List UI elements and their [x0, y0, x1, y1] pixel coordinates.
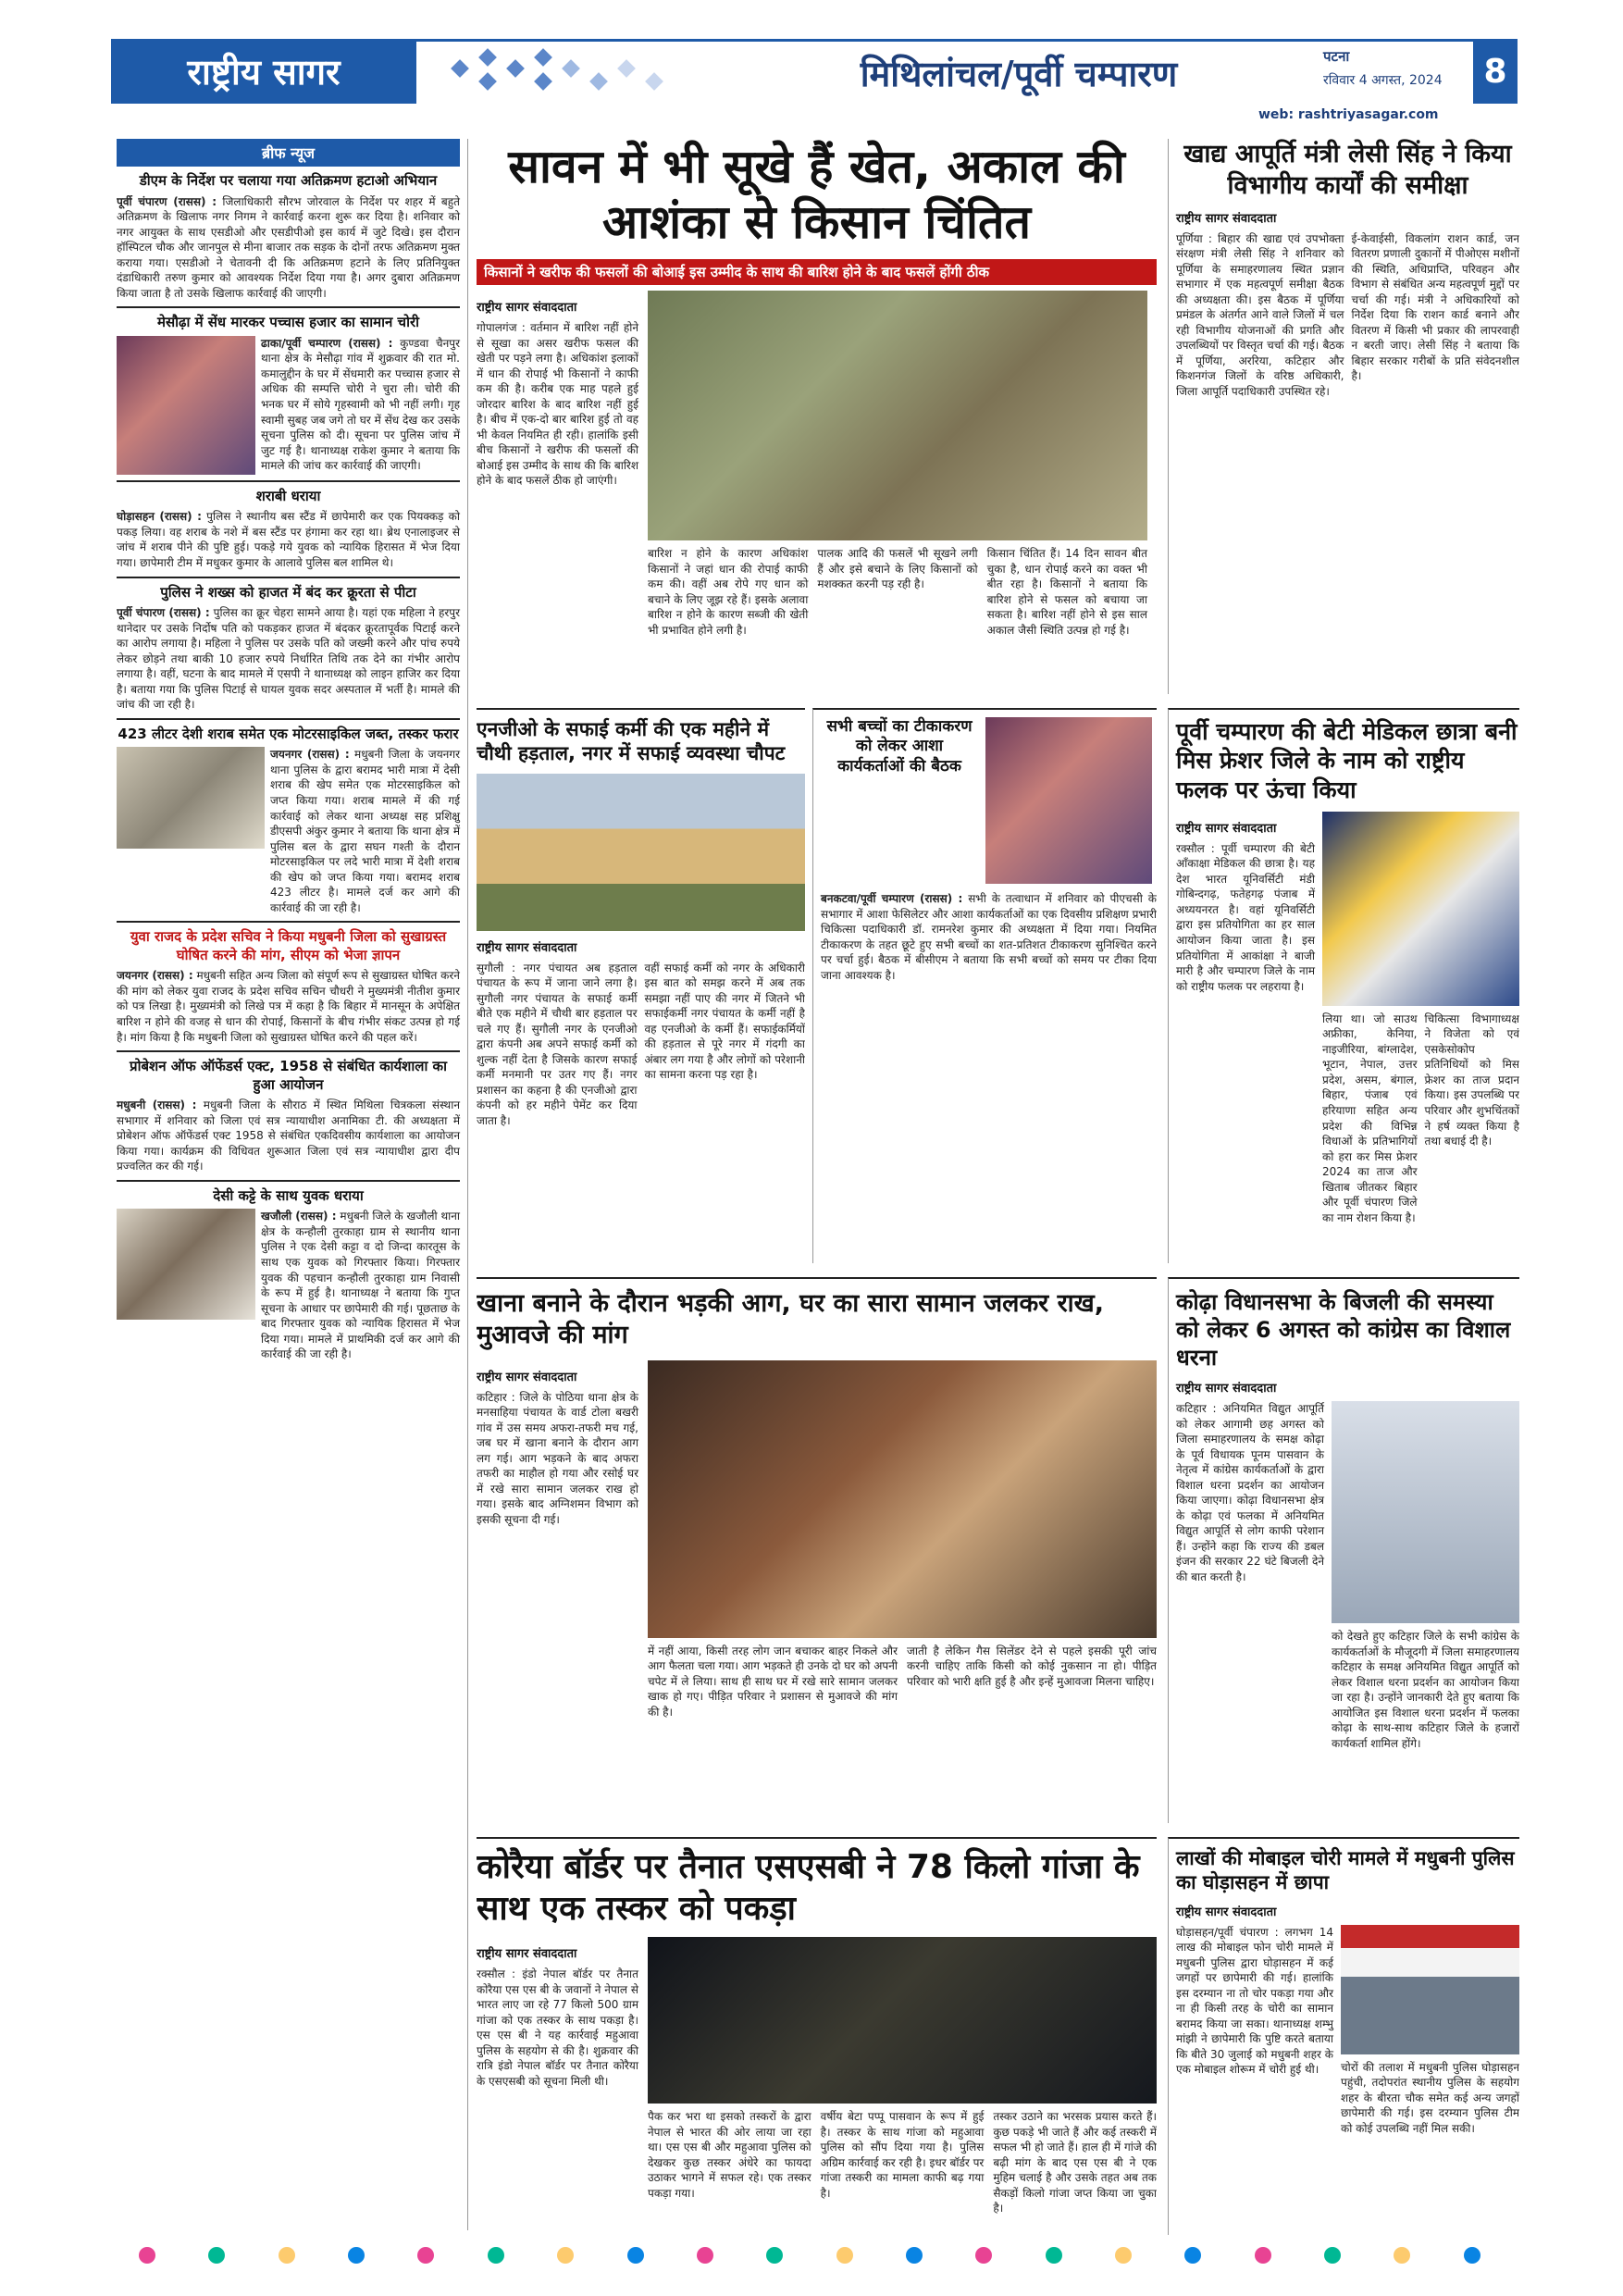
mobile-headline: लाखों की मोबाइल चोरी मामले में मधुबनी पुलिस का घोड़ासहन में छापा	[1176, 1847, 1515, 1894]
article-body: तस्कर उठाने का भरसक प्रयास करते हैं। कुछ पकड़े भी जाते हैं और कई तस्करी में सफल भी हो जाते हैं। हाल ही में गांजे की बढ़ी मांग के बाद एस एस बी ने एक मुहिम चलाई है और उसके तहत अब तक सैकड़ों किलो गांजा जप्त किया जा चुका है।	[993, 2110, 1157, 2215]
ganja-headline: कोरैया बॉर्डर पर तैनात एसएसबी ने 78 किलो गांजा के साथ एक तस्कर को पकड़ा	[477, 1848, 1140, 1928]
lead-subheadline: किसानों ने खरीफ की फसलों की बोआई इस उम्मीद के साथ की बारिश होने के बाद फसलें होंगी ठीक	[477, 259, 1157, 285]
brief-title: प्रोबेशन ऑफ ऑफेंडर्स एक्ट, 1958 से संबंधित कार्यशाला का हुआ आयोजन	[130, 1058, 447, 1093]
brief-news-column	[117, 139, 468, 2230]
article-body: चिकित्सा विभागाध्यक्ष ने विजेता को एवं एसकेसोकोप प्रतिनिधियों को मिस फ्रेशर का ताज प्रदान किया। इस उपलब्धि पर परिवार और शुभचिंतकों ने हर्ष व्यक्त किया है तथा बधाई दी है।	[1424, 1011, 1519, 1148]
article-body: लिया था। जो साउथ अफ्रीका, केनिया, नाइजीरिया, बांग्लादेश, भूटान, नेपाल, उत्तर प्रदेश, असम, बंगाल, बिहार, पंजाब एवं हरियाणा सहित अन्य प्रदेश की विभिन्न विधाओं के प्रतिभागियों को हरा कर मिस फ्रेशर 2024 का ताज और खिताब जीतकर बिहार और पूर्वी चंपारण जिले का नाम रोशन किया है।	[1322, 1011, 1418, 1224]
brief-title: देसी कट्टे के साथ युवक धराया	[213, 1186, 364, 1204]
article-body: रक्सौल : पूर्वी चम्पारण की बेटी आँकाक्षा मेडिकल की छात्रा है। यह देश भारत यूनिवर्सिटी मंडी गोबिन्दगढ़, फतेहगढ़ पंजाब में अध्ययनरत है। वहां यूनिवर्सिटी द्वारा इस प्रतियोगिता का हर साल आयोजन किया जाता है। इस प्रतियोगिता में आकांक्षा ने बाजी मारी है और चम्पारण जिले के नाम को राष्ट्रीय फलक पर लहराया है।	[1176, 841, 1315, 993]
website-link[interactable]: web: rashtriyasagar.com	[1258, 107, 1439, 122]
lesi-story	[1168, 139, 1519, 694]
article-body: पालक आदि की फसलें भी सूखने लगी हैं और इसे बचाने के लिए किसानों को मशक्कत करनी पड़ रही है।	[817, 547, 978, 591]
brief-body: मधुबनी जिला के सौराठ में स्थित मिथिला चित्रकला संस्थान सभागार में शनिवार को जिला एवं सत्र न्यायाधीश अनामिका टी. की अध्यक्षता में प्रोबेशन ऑफ ऑफेंडर्स एक्ट 1958 से संबंधित एकदिवसीय कार्यशाला का आयोजन किया गया। कार्यक्रम की विधिवत शुरूआत जिला एवं सत्र न्यायाधीश द्वारा दीप प्रज्वलित कर की गई।	[117, 1098, 460, 1173]
sanitation-headline: एनजीओ के सफाई कर्मी की एक महीने में चौथी हड़ताल, नगर में सफाई व्यवस्था चौपट	[477, 718, 786, 765]
ssb-seizure-photo	[648, 1937, 1157, 2104]
brief-item	[117, 726, 460, 916]
brief-item	[117, 488, 460, 571]
brief-body: कुण्डवा चैनपुर थाना क्षेत्र के मेसौढ़ा गांव में शुक्रवार की रात मो. कमालुद्दीन के घर में सेंधमारी कर पच्चास हजार से अधिक की सम्पत्ति चोरी ने चुरा ली। चोरी की भनक घर में सोये गृहस्वामी को भी नहीं लगी। गृह स्वामी सुबह जब जगे तो घर में सेंध देख कर उसके सूचना पुलिस को दी। सूचना पर पुलिस जांच में जुट गई है। थानाध्यक्ष राकेश कुमार ने बताया कि मामले की जांच कर कार्रवाई की जाएगी।	[261, 336, 460, 473]
mobile-theft-story	[1168, 1837, 1519, 2235]
header-decoration	[416, 39, 722, 104]
fire-story	[477, 1277, 1157, 1823]
brief-title: डीएम के निर्देश पर चलाया गया अतिक्रमण हटाओ अभियान	[139, 172, 438, 189]
footer-color-dots	[139, 2247, 1481, 2267]
brief-body: जिलाधिकारी सौरभ जोरवाल के निर्देश पर शहर में बहुते अतिक्रमण के खिलाफ नगर निगम ने कार्रवाई करना शुरू कर दिया है। शनिवार को नगर आयुक्त के साथ एसडीओ और एसडीपीओ इस कार्य में जुटे दिखे। इस दौरान हॉस्पिटल चौक और जानपुल से मीना बाजार तक सड़क के दोनों तरफ अतिक्रमण मुक्त कराया गया। एसडीओ ने चेतावनी दी कि अतिक्रमण हटाने के लिए प्रतिनियुक्त दंडाधिकारी तरुण कुमार को आवश्यक निर्देश दिया गया है। अगर दुबारा अतिक्रमण किया जाता है तो उसके खिलाफ कार्रवाई की जाएगी।	[117, 194, 460, 300]
brief-title: शराबी धराया	[255, 487, 321, 504]
congress-story	[1168, 1277, 1519, 1823]
dateline: जयनगर (रासस) :	[270, 748, 350, 762]
news-photo	[117, 336, 255, 475]
miss-fresher-story	[1168, 708, 1519, 1263]
congress-headline: कोढ़ा विधानसभा के बिजली की समस्या को लेकर 6 अगस्त को कांग्रेस का विशाल धरना	[1176, 1289, 1511, 1371]
leaders-photo	[1332, 1401, 1519, 1623]
page-number: 8	[1473, 39, 1518, 104]
byline: राष्ट्रीय सागर संवाददाता	[1176, 1905, 1277, 1919]
article-body: को देखते हुए कटिहार जिले के सभी कांग्रेस के कार्यकर्ताओं के मौजूदगी में जिला समाहरणालय कटिहार के समक्ष अनियमित विद्युत आपूर्ति को लेकर विशाल धरना प्रदर्शन का आयोजन किया जा रहा है। उन्होंने जानकारी देते हुए बताया कि आयोजित इस विशाल धरना प्रदर्शन में फलका कोढ़ा के साथ-साथ कटिहार जिले के हजारों कार्यकर्ता शामिल होंगे।	[1332, 1630, 1519, 1750]
sanitation-story	[477, 708, 805, 1263]
byline: राष्ट्रीय सागर संवाददाता	[1176, 211, 1277, 226]
miss-fresher-headline: पूर्वी चम्पारण की बेटी मेडिकल छात्रा बनी मिस फ्रेशर जिले के नाम को राष्ट्रीय फलक पर ऊंचा किया	[1176, 718, 1518, 803]
ganja-story	[477, 1837, 1157, 2235]
article-body: कटिहार : जिले के पोठिया थाना क्षेत्र के मनसाहिया पंचायत के वार्ड टोला बखरी गांव में उस समय अफरा-तफरी मच गई, जब घर में खाना बनाने के दौरान आग लग गई। आग भड़कने के बाद अफरा तफरी का माहौल हो गया और रसोई घर में रखे सारा सामान जलकर राख हो गया। इसके बाद अग्निशमन विभाग को इसकी सूचना दी गई।	[477, 1390, 638, 1526]
brief-title: युवा राजद के प्रदेश सचिव ने किया मधुबनी जिला को सुखाग्रस्त घोषित करने की मांग, सीएम को भेजा ज्ञापन	[130, 928, 447, 963]
article-body: सुगौली : नगर पंचायत अब हड़ताल पंचायत के रूप में जाना जाने लगा है। सुगौली नगर पंचायत के सफाई कर्मी बीते एक महीने में चौथी बार हड़ताल पर चले गए हैं। सुगौली नगर के एनजीओ द्वारा कंपनी अब अपने सफाई कर्मी को शुल्क नहीं देता है जिसके कारण सफाई कर्मी मनमानी पर उतर गए हैं। नगर प्रशासन का कहना है की एनजीओ द्वारा कंपनी को हर महीने पेमेंट कर दिया जाता है।	[477, 961, 638, 1127]
brief-news-header: ब्रीफ न्यूज	[117, 139, 460, 167]
brief-body: मधुबनी सहित अन्य जिला को संपूर्ण रूप से सुखाग्रस्त घोषित करने की मांग को लेकर युवा राजद के प्रदेश सचिव सचिन चौधरी ने मुख्यमंत्री नीतीश कुमार को पत्र लिखा है। मुख्यमंत्री को लिखे पत्र में कहा है कि बिहार में मानसून के अपेक्षित बारिश न होने की वजह से धान की रोपाई, किसानों के बीच गंभीर संकट उत्पन्न हो गई है। मांग किया है कि मधुबनी जिला को सुखाग्रस्त घोषित करने की पहल करें।	[117, 969, 460, 1044]
asha-headline: सभी बच्चों का टीकाकरण को लेकर आशा कार्यकर्ताओं की बैठक	[826, 717, 973, 776]
news-photo	[117, 747, 265, 849]
article-body: बारिश न होने के कारण अधिकांश किसानों ने जहां धान की रोपाई काफी कम की। वहीं अब रोपे गए धान को बचाने के लिए जूझ रहे हैं। इसके अलावा बारिश न होने के कारण सब्जी की खेती भी प्रभावित होने लगी है।	[648, 547, 809, 637]
burnt-house-photo	[648, 1360, 1157, 1638]
dateline: बनकटवा/पूर्वी चम्पारण (रासस) :	[821, 892, 963, 905]
article-body: घोड़ासहन/पूर्वी चंपारण : लगभग 14 लाख की मोबाइल फोन चोरी मामले में मधुबनी पुलिस द्वारा घोड़ासहन में कई जगहों पर छापेमारी की गई। हालांकि इस दरम्यान ना तो चोर पकड़ा गया और ना ही किसी तरह के चोरी का सामान बरामद किया जा सका। थानाध्यक्ष शम्भु मांझी ने छापेमारी कि पुष्टि करते बताया कि बीते 30 जुलाई को मधुबनी शहर के एक मोबाइल शोरूम में चोरी हुई थी।	[1176, 1925, 1333, 2077]
dry-field-photo	[648, 291, 1147, 540]
asha-story	[812, 708, 1157, 1263]
article-body: सभी के तत्वाधान में शनिवार को पीएचसी के सभागार में आशा फेसिलेटर और आशा कार्यकर्ताओं का एक दिवसीय प्रशिक्षण प्रभारी चिकित्सा पदाधिकारी डॉ. रामनरेश कुमार की अध्यक्षता में दिया गया। नियमित टीकाकरण के तहत छूटे हुए सभी बच्चों का शत-प्रतिशत टीकाकरण सुनिश्चित करने पर चर्चा हुई। बैठक में बीसीएम ने बताया कि सभी बच्चों को समय पर टीका दिया जाना आवश्यक है।	[821, 892, 1157, 982]
brief-title: मेसौढ़ा में सेंध मारकर पच्चास हजार का सामान चोरी	[157, 314, 419, 331]
city: पटना	[1323, 48, 1350, 65]
brief-body: पुलिस ने स्थानीय बस स्टैंड में छापेमारी कर एक पियक्कड़ को पकड़ लिया। वह शराब के नशे में बस स्टैंड पर हंगामा कर रहा था। ब्रेथ एनालाइजर से जांच में शराब पीने की पुष्टि हुई। पकड़े गये युवक को न्यायिक हिरासत में भेज दिया गया। छापेमारी टीम में मधुकर कुमार के आलावे पुलिस बल शामिल थे।	[117, 510, 460, 569]
lead-story	[477, 139, 1157, 694]
brief-body: पुलिस का क्रूर चेहरा सामने आया है। यहां एक महिला ने हरपुर थानेदार पर उसके निर्दोष पति को पकड़कर हाजत में बंदकर क्रूरतापूर्वक पिटाई करने का आरोप लगाया है। महिला ने पुलिस पर उसके पति को जख्मी करने और पांच रुपये लेकर छोड़ने तथा बाकी 10 हजार रुपये निर्धारित तिथि तक देने का गंभीर आरोप लगाया है। वहीं, घटना के बाद मामले में एसपी ने थानाध्यक्ष को लाइन हाजिर कर दिया है। बताया गया कि पुलिस पिटाई से घायल युवक सदर अस्पताल में भर्ती है। मामले की जांच की जा रही है।	[117, 606, 460, 712]
article-body: वहीं सफाई कर्मी को नगर के अधिकारी इस बात को समझ करने में अब तक समझा नहीं पाए की नगर में जितने भी सफाईकर्मी नगर पंचायत के कर्मी नहीं है वह एनजीओ के कर्मी हैं। सफाईकर्मियों की हड़ताल से पूरे नगर में गंदगी का अंबार लग गया है और लोगों को परेशानी का सामना करना पड़ रहा है।	[644, 961, 805, 1082]
dateline: जयनगर (रासस) :	[117, 969, 193, 983]
masthead	[111, 39, 1518, 104]
meeting-photo	[985, 717, 1152, 884]
mobile-shop-photo	[1341, 1925, 1519, 2054]
brief-body: मधुबनी जिले के खजौली थाना क्षेत्र के कन्हौली तुरकाहा ग्राम से स्थानीय थाना पुलिस ने एक देसी कट्टा व दो जिन्दा कारतूस के साथ एक युवक को गिरफ्तार किया। गिरफ्तार युवक की पहचान कन्हौली तुरकाहा ग्राम निवासी के रूप में हुई है। थानाध्यक्ष ने बताया कि गुप्त सूचना के आधार पर छापेमारी की गई। पूछताछ के बाद गिरफ्तार युवक को न्यायिक हिरासत में भेज दिया गया। मामले में प्राथमिकी दर्ज कर आगे की कार्रवाई की जा रही है।	[261, 1210, 460, 1361]
article-body: ई-केवाईसी, विकलांग राशन कार्ड, जन वितरण प्रणाली दुकानों में पीओएस मशीनों की स्थिति, अधिप्राप्ति, परिवहन और विभाग से संबंधित अन्य महत्वपूर्ण मुद्दों पर चर्चा की गई। मंत्री ने अधिकारियों को निर्देश दिया कि राशन कार्ड बनाने और वितरण में किसी भी प्रकार की लापरवाही न बरती जाए। लेसी सिंह ने बताया कि बिहार सरकार गरीबों के प्रति संवेदनशील है।	[1351, 231, 1519, 383]
brand-logo: राष्ट्रीय सागर	[111, 39, 416, 104]
article-body: रक्सौल : इंडो नेपाल बॉर्डर पर तैनात कोरैया एस एस बी के जवानों ने नेपाल से भारत लाए जा रहे 77 किलो 500 ग्राम गांजा को एक तस्कर के साथ पकड़ा है। एस एस बी ने यह कार्रवाई महुआवा पुलिस के सहयोग से की है। शुक्रवार की रात्रि इंडो नेपाल बॉर्डर पर तैनात कोरैया के एसएसबी को सूचना मिली थी।	[477, 1967, 638, 2088]
news-photo	[117, 1209, 255, 1320]
byline: राष्ट्रीय सागर संवाददाता	[477, 940, 577, 955]
issue-date: रविवार 4 अगस्त, 2024	[1323, 73, 1443, 88]
dateline: ढाका/पूर्वी चम्पारण (रासस) :	[261, 336, 393, 350]
byline: राष्ट्रीय सागर संवाददाता	[477, 1370, 577, 1384]
brief-item	[117, 314, 460, 475]
brief-body: मधुबनी जिला के जयनगर थाना पुलिस के द्वारा बरामद भारी मात्रा में देसी शराब की खेप समेत एक मोटरसाइकिल को जप्त किया गया। शराब मामले में की गई कार्रवाई को लेकर थाना अध्यक्ष सह प्रशिक्षु डीएसपी अंकुर कुमार ने बताया कि थाना क्षेत्र में पुलिस बल के द्वारा सघन गश्ती के दौरान मोटरसाइकिल पर लदे भारी मात्रा में देशी शराब की खेप को जप्त किया गया। बरामद शराब 423 लीटर है। मामले दर्ज कर आगे की कार्रवाई की जा रही है।	[270, 748, 460, 914]
article-body: पैक कर भरा था इसको तस्करों के द्वारा नेपाल से भारत की ओर लाया जा रहा था। एस एस बी और महुआवा पुलिस को देखकर कुछ तस्कर अंधेरे का फायदा उठाकर भागने में सफल रहे। एक तस्कर पकड़ा गया।	[648, 2110, 812, 2200]
lead-headline: सावन में भी सूखे हैं खेत, अकाल की आशंका से किसान चिंतित	[508, 140, 1125, 249]
date-block	[1316, 39, 1473, 104]
article-body: में नहीं आया, किसी तरह लोग जान बचाकर बाहर निकले और आग फैलता चला गया। आग भड़कते ही उनके दो घर को अपनी चपेट में ले लिया। साथ ही साथ घर में रखे सारे सामान जलकर खाक हो गए। पीड़ित परिवार ने प्रशासन से मुआवजे की मांग की है।	[648, 1644, 898, 1719]
byline: राष्ट्रीय सागर संवाददाता	[1176, 821, 1277, 836]
brief-item	[117, 172, 460, 301]
dateline: पूर्वी चंपारण (रासस) :	[117, 606, 210, 620]
article-body: पूर्णिया : बिहार की खाद्य एवं उपभोक्ता संरक्षण मंत्री लेसी सिंह ने शनिवार को पूर्णिया के समाहरणालय स्थित प्रज्ञान सभागार में एक महत्वपूर्ण समीक्षा बैठक की अध्यक्षता की। इस बैठक में पूर्णिया प्रमंडल के अंतर्गत आने वाले जिलों में चल रही विभागीय योजनाओं की प्रगति और उपलब्धियों पर विस्तृत चर्चा की गई। बैठक में पूर्णिया, अररिया, कटिहार और किशनगंज जिलों के वरिष्ठ अधिकारी, जिला आपूर्ति पदाधिकारी उपस्थित रहे।	[1176, 231, 1344, 398]
article-body: जाती है लेकिन गैस सिलेंडर देने से पहले इसकी पूरी जांच करनी चाहिए ताकि किसी को कोई नुकसान ना हो। पीड़ित परिवार को भारी क्षति हुई है और इन्हें मुआवजा मिलना चाहिए।	[907, 1644, 1157, 1688]
brief-title: 423 लीटर देशी शराब समेत एक मोटरसाइकिल जब्त, तस्कर फरार	[118, 725, 459, 742]
byline: राष्ट्रीय सागर संवाददाता	[477, 1947, 577, 1961]
dateline: खजौली (रासस) :	[261, 1210, 337, 1223]
byline: राष्ट्रीय सागर संवाददाता	[477, 301, 577, 315]
dateline: घोड़ासहन (रासस) :	[117, 510, 202, 524]
byline: राष्ट्रीय सागर संवाददाता	[1176, 1382, 1277, 1396]
article-body: वर्षीय बेटा पप्पू पासवान के रूप में हुई है। तस्कर के साथ गांजा को महुआवा पुलिस को सौंप दिया गया है। पुलिस अग्रिम कार्रवाई कर रही है। इधर बॉर्डर पर गांजा तस्करी का मामला काफी बढ़ गया है।	[820, 2110, 985, 2200]
article-body: किसान चिंतित हैं। 14 दिन सावन बीत चुका है, धान रोपाई करने का वक्त भी बीत रहा है। किसानों ने बताया कि बारिश होने से फसल को बचाया जा सकता है। बारिश नहीं होने से इस साल अकाल जैसी स्थिति उत्पन्न हो गई है।	[986, 547, 1147, 637]
brief-item	[117, 1187, 460, 1362]
lesi-headline: खाद्य आपूर्ति मंत्री लेसी सिंह ने किया विभागीय कार्यों की समीक्षा	[1183, 140, 1512, 200]
fire-headline: खाना बनाने के दौरान भड़की आग, घर का सारा सामान जलकर राख, मुआवजे की मांग	[477, 1289, 1105, 1349]
brief-item	[117, 584, 460, 713]
school-building-photo	[477, 774, 805, 931]
brief-title: पुलिस ने शख्स को हाजत में बंद कर क्रूरता से पीटा	[160, 583, 416, 601]
award-ceremony-photo	[1322, 812, 1519, 1006]
article-body: कटिहार : अनियमित विद्युत आपूर्ति को लेकर आगामी छह अगस्त को जिला समाहरणालय के समक्ष कोढ़ा के पूर्व विधायक पूनम पासवान के नेतृत्व में कांग्रेस कार्यकर्ताओं के द्वारा विशाल धरना प्रदर्शन का आयोजन किया जाएगा। कोढ़ा विधानसभा क्षेत्र के कोढ़ा एवं फलका में अनियमित विद्युत आपूर्ति से लोग काफी परेशान हैं। उन्होंने कहा कि राज्य की डबल इंजन की सरकार 22 घंटे बिजली देने की बात करती है।	[1176, 1402, 1324, 1584]
brief-item	[117, 1058, 460, 1174]
article-body: चोरों की तलाश में मधुबनी पुलिस घोड़ासहन पहुंची, तदोपरांत स्थानीय पुलिस के सहयोग शहर के बीरता चौक समेत कई अन्य जगहों छापेमारी की गई। इस दरम्यान पुलिस टीम को कोई उपलब्धि नहीं मिल सकी।	[1341, 2060, 1519, 2135]
article-body: गोपालगंज : वर्तमान में बारिश नहीं होने से सूखा का असर खरीफ फसल की खेती पर पड़ने लगा है। अधिकांश इलाकों में धान की रोपाई भी किसानों ने काफी कम की है। करीब एक माह पहले हुई जोरदार बारिश के बाद बारिश नहीं हुई है। बीच में एक-दो बार बारिश हुई तो वह भी केवल नियमित ही रही। हालांकि इसी बीच किसानों ने खरीफ की फसलों की बोआई इस उम्मीद के साथ की कि बारिश होने के बाद फसलें ठीक हो जाएंगी।	[477, 321, 638, 488]
section-title: मिथिलांचल/पूर्वी चम्पारण	[722, 39, 1316, 104]
dateline: पूर्वी चंपारण (रासस) :	[117, 194, 217, 208]
dateline: मधुबनी (रासस) :	[117, 1098, 197, 1112]
brief-item	[117, 928, 460, 1045]
